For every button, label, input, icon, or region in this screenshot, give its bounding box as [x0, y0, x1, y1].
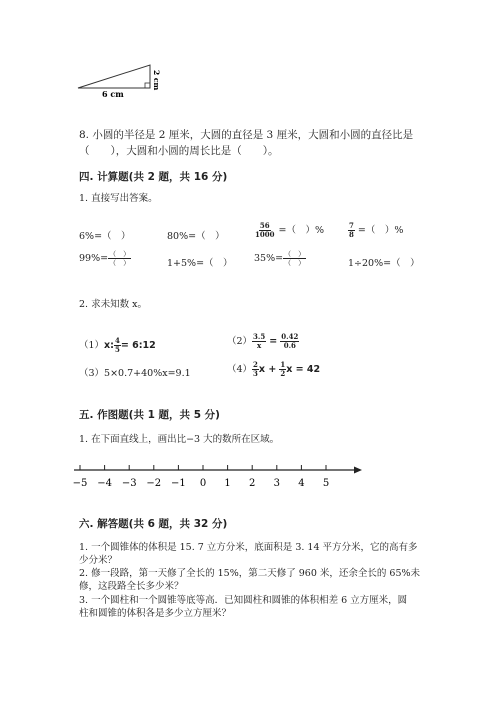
number-line-label: 4	[298, 478, 305, 489]
number-line-label: 3	[273, 478, 280, 489]
number-line-label: 0	[199, 478, 207, 489]
arrow-right-icon	[354, 467, 362, 474]
number-line-label: 1	[224, 478, 231, 489]
section6-title: 六. 解答题(共 6 题，共 32 分)	[79, 518, 228, 530]
section6-q1-line2: 少分米？	[79, 555, 118, 566]
calc-r2c3: 35%= $\frac{( )}{( )}$	[254, 250, 306, 267]
calc-r1c4: $\frac{7}{8}$ =（ ）%	[349, 221, 404, 239]
equation-4: （4） $\frac{2}{3}$ x + $\frac{1}{2}$ x = 42	[227, 360, 321, 378]
triangle-base-label: 6 cm	[102, 89, 124, 99]
equation-2: （2） $\frac{3.5}{x}$ = $\frac{0.42}{0.6}$	[227, 332, 299, 350]
equation-3: （3）5×0.7+40%x=9.1	[79, 368, 191, 379]
q8-line2: （ ），大圆和小圆的周长比是（ ）。	[79, 145, 279, 157]
number-line-label: −1	[171, 478, 186, 489]
number-line	[70, 462, 370, 492]
section5-q1: 1. 在下面直线上，画出比−3 大的数所在区域。	[79, 434, 280, 445]
section6-q3-line1: 3. 一个圆柱和一个圆锥等底等高．已知圆柱和圆锥的体积相差 6 立方厘米，圆	[79, 595, 408, 606]
number-line-label: −4	[97, 478, 112, 489]
section6-q2-line2: 修，这段路全长多少米？	[79, 581, 184, 592]
section6-q2-line1: 2. 修一段路，第一天修了全长的 15%，第二天修了 960 米，还余全长的 65%未	[79, 568, 421, 579]
section6-q3-line2: 柱和圆锥的体积各是多少立方厘米？	[79, 608, 232, 619]
number-line-label: −5	[72, 478, 88, 489]
triangle-height-label: 2 cm	[152, 70, 161, 91]
number-line-label: 5	[322, 478, 330, 489]
number-line-label: 2	[249, 478, 256, 489]
calc-r1c2: 80%=（ ）	[167, 231, 225, 242]
section4-q2: 2. 求未知数 x。	[79, 299, 147, 310]
section4-q1: 1. 直接写出答案。	[79, 193, 158, 204]
calc-r2c1: 99%= $\frac{( )}{( )}$	[79, 250, 131, 267]
number-line-label: −3	[121, 478, 137, 489]
q8-line1: 8. 小圆的半径是 2 厘米，大圆的直径是 3 厘米，大圆和小圆的直径比是	[79, 129, 414, 141]
equation-1: （1）x: $\frac{4}{5}$ = 6:12	[79, 336, 156, 354]
calc-r2c2: 1+5%=（ ）	[167, 258, 233, 269]
right-triangle-figure	[72, 60, 162, 102]
section5-title: 五. 作图题(共 1 题，共 5 分)	[79, 409, 220, 421]
calc-r2c4: 1÷20%=（ ）	[348, 258, 420, 269]
calc-r1c1: 6%=（ ）	[79, 231, 131, 242]
section4-title: 四. 计算题(共 2 题，共 16 分)	[79, 171, 228, 183]
number-line-label: −2	[146, 478, 162, 489]
calc-r1c3: $\frac{56}{1000}$ =（ ）%	[255, 221, 325, 239]
section6-q1-line1: 1. 一个圆锥体的体积是 15. 7 立方分米，底面积是 3. 14 平方分米，它的高有多	[79, 542, 418, 553]
